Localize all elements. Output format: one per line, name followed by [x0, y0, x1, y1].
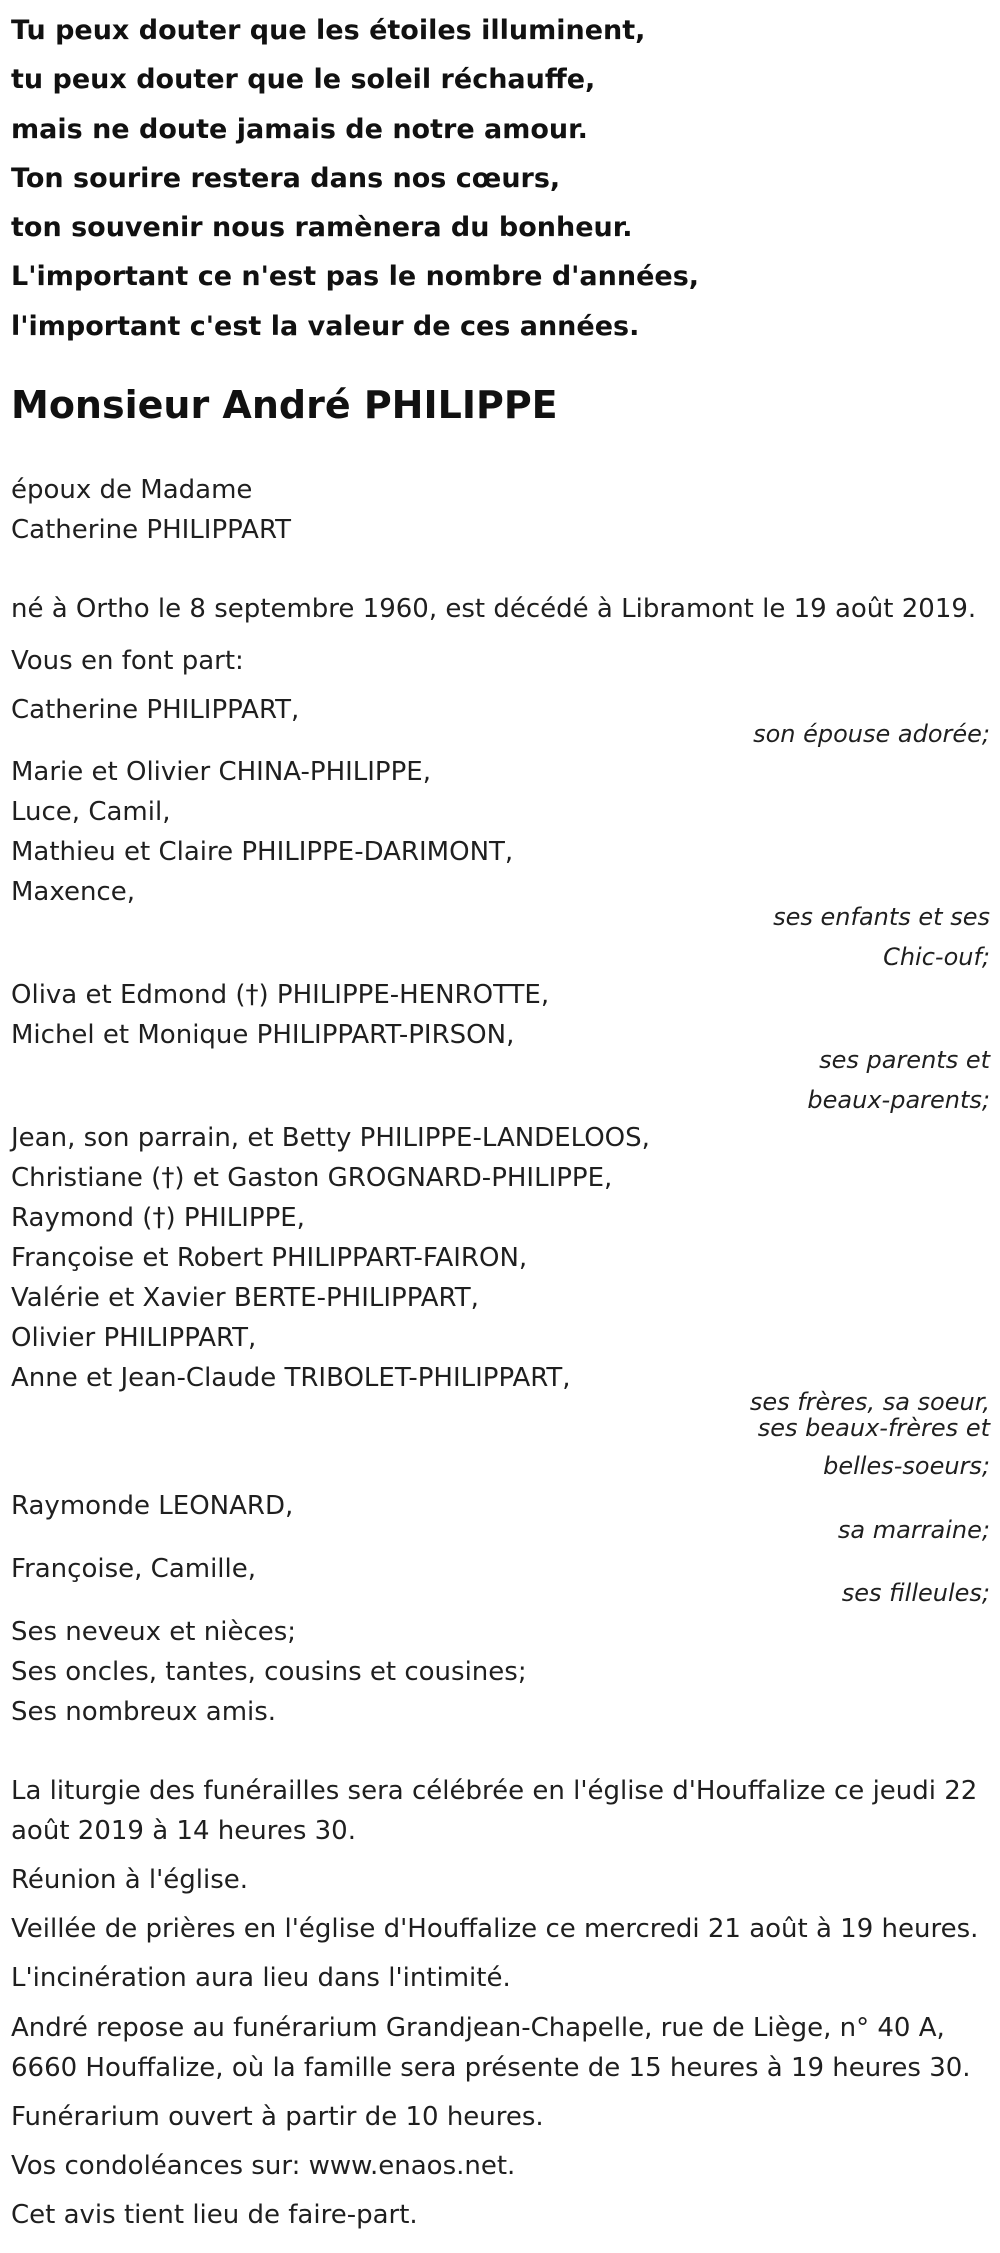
- family-sibling: Raymond (†) PHILIPPE,: [11, 1203, 305, 1233]
- vigil-line: Veillée de prières en l'église d'Houffalize ce mercredi 21 août à 19 heures.: [11, 1914, 979, 1944]
- condolences-line: Vos condoléances sur: www.enaos.net.: [11, 2151, 516, 2181]
- family-children-role: Chic-ouf;: [883, 943, 990, 971]
- family-godmother-role: sa marraine;: [837, 1516, 990, 1544]
- meeting-line: Réunion à l'église.: [11, 1865, 249, 1895]
- family-sibling: Françoise et Robert PHILIPPART-FAIRON,: [11, 1243, 528, 1273]
- family-sibling: Christiane (†) et Gaston GROGNARD-PHILIPPE,: [11, 1163, 613, 1193]
- notice-line: Cet avis tient lieu de faire-part.: [11, 2200, 418, 2230]
- family-parent: Michel et Monique PHILIPPART-PIRSON,: [11, 1020, 515, 1050]
- family-child: Luce, Camil,: [11, 797, 171, 827]
- family-godmother: Raymonde LEONARD,: [11, 1491, 294, 1521]
- family-other: Ses nombreux amis.: [11, 1697, 277, 1727]
- liturgy-line: août 2019 à 14 heures 30.: [11, 1816, 356, 1846]
- spouse-line: époux de Madame: [11, 475, 253, 505]
- family-sibling: Jean, son parrain, et Betty PHILIPPE-LANDELOOS,: [11, 1123, 650, 1153]
- family-parent: Oliva et Edmond (†) PHILIPPE-HENROTTE,: [11, 980, 550, 1010]
- family-sibling: Valérie et Xavier BERTE-PHILIPPART,: [11, 1283, 479, 1313]
- birth-death-line: né à Ortho le 8 septembre 1960, est décédé à Libramont le 19 août 2019.: [11, 594, 977, 624]
- family-siblings-role: ses frères, sa soeur,: [749, 1388, 990, 1416]
- rest-line: 6660 Houffalize, où la famille sera présente de 15 heures à 19 heures 30.: [11, 2053, 971, 2083]
- family-goddaughters-role: ses filleules;: [841, 1579, 990, 1607]
- cremation-line: L'incinération aura lieu dans l'intimité.: [11, 1963, 511, 1993]
- liturgy-line: La liturgie des funérailles sera célébrée en l'église d'Houffalize ce jeudi 22: [11, 1776, 978, 1806]
- poem: [11, 6, 699, 351]
- family-siblings-role: ses beaux-frères et: [757, 1414, 990, 1442]
- poem-line: ton souvenir nous ramènera du bonheur.: [11, 212, 633, 244]
- announce-line: Vous en font part:: [11, 646, 244, 676]
- rest-line: André repose au funérarium Grandjean-Chapelle, rue de Liège, n° 40 A,: [11, 2013, 945, 2043]
- deceased-name: Monsieur André PHILIPPE: [11, 383, 558, 427]
- poem-line: Tu peux douter que les étoiles illuminent,: [11, 15, 646, 46]
- family-parents-role: ses parents et: [819, 1046, 990, 1074]
- family-children-role: ses enfants et ses: [773, 903, 990, 931]
- family-wife-role: son épouse adorée;: [753, 720, 990, 748]
- poem-line: L'important ce n'est pas le nombre d'années,: [11, 261, 700, 293]
- family-wife: Catherine PHILIPPART,: [11, 695, 300, 725]
- family-other: Ses neveux et nièces;: [11, 1617, 297, 1647]
- family-child: Marie et Olivier CHINA-PHILIPPE,: [11, 757, 431, 787]
- poem-line: mais ne doute jamais de notre amour.: [11, 113, 588, 145]
- family-child: Maxence,: [11, 877, 135, 907]
- family-sibling: Anne et Jean-Claude TRIBOLET-PHILIPPART,: [11, 1363, 571, 1393]
- spouse-name: Catherine PHILIPPART: [11, 515, 291, 545]
- poem-line: tu peux douter que le soleil réchauffe,: [11, 64, 596, 96]
- family-other: Ses oncles, tantes, cousins et cousines;: [11, 1657, 527, 1687]
- family-goddaughters: Françoise, Camille,: [11, 1554, 257, 1584]
- poem-line: Ton sourire restera dans nos cœurs,: [11, 162, 561, 194]
- poem-line: l'important c'est la valeur de ces années.: [11, 310, 640, 342]
- family-siblings-role: belles-soeurs;: [823, 1452, 990, 1480]
- funerarium-open-line: Funérarium ouvert à partir de 10 heures.: [11, 2102, 544, 2132]
- family-parents-role: beaux-parents;: [807, 1086, 990, 1114]
- family-child: Mathieu et Claire PHILIPPE-DARIMONT,: [11, 837, 514, 867]
- family-sibling: Olivier PHILIPPART,: [11, 1323, 257, 1353]
